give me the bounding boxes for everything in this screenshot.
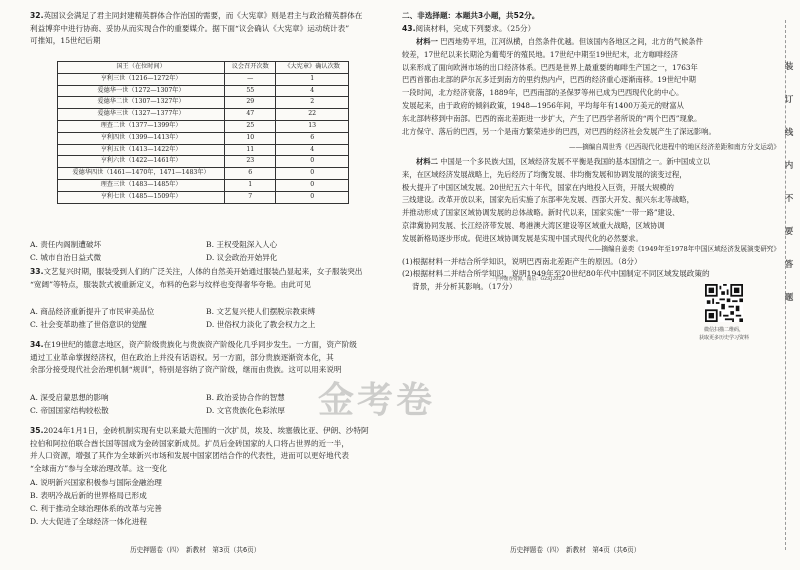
option-b[interactable]: B. 政治妥协合作的智慧	[206, 393, 285, 402]
table-header: 议会召开次数	[225, 62, 276, 74]
table-cell: 0	[276, 191, 349, 203]
qr-code-icon[interactable]	[705, 284, 743, 322]
question-35-options	[30, 477, 382, 533]
option-d[interactable]: D. 大大促进了全球经济一体化进程	[30, 517, 147, 526]
question-text-line: “全球南方”参与全球治理改革。这一变化	[30, 463, 167, 473]
question-text-line: 在19世纪的德意志地区，资产阶级贵族化与贵族资产阶级化几乎同步发生。一方面，资产阶级	[43, 340, 357, 349]
table-cell: 4	[276, 85, 349, 97]
table-cell: 4	[276, 144, 349, 156]
table-row	[58, 85, 349, 97]
table-cell: 亨利六世（1422—1461年）	[58, 156, 225, 168]
table-cell: 22	[276, 109, 349, 121]
table-cell: 7	[225, 191, 276, 203]
table-cell: 爱德华一世（1272—1307年）	[58, 85, 225, 97]
sidebar-char: 装	[784, 62, 794, 72]
material-text-line: 发展新格局逐步形成。促进区域协调发展是实现中国式现代化的必然要求。	[402, 233, 643, 243]
material-text-line: 以来形成了面向欧洲市场的出口经济体系。巴西是世界上最重要的咖啡生产国之一，1763年	[402, 62, 698, 72]
option-b[interactable]: B. 王权受阻深入人心	[206, 240, 278, 249]
sidebar-char: 要	[784, 227, 794, 237]
table-header-row	[58, 62, 349, 74]
material-text-line: 极大提升了中国区域发展。20世纪五六十年代，国家在内地投入巨资，开展大规模的	[402, 182, 674, 192]
table-row	[58, 156, 349, 168]
question-text-line: 文艺复兴时期，服装受到人们的广泛关注，人体的自然美开始通过服装凸显起来，女子服装突出	[43, 267, 363, 276]
question-32-options	[30, 239, 382, 265]
section-title: 二、非选择题：本题共3小题，共52分。	[402, 11, 540, 20]
table-cell: 2	[276, 97, 349, 109]
table-cell: 亨利四世（1399—1413年）	[58, 132, 225, 144]
table-cell: 0	[276, 156, 349, 168]
question-text-line: 拉伯和阿拉伯联合酋长国等国成为金砖国家新成员。扩员后金砖国家的人口将占世界的近一半，	[30, 438, 349, 448]
table-cell: 亨利五世（1413—1422年）	[58, 144, 225, 156]
question-43-intro	[402, 23, 778, 36]
material-text-line: 一段时间，北方经济衰落，1889年，巴西南部的圣保罗等州已成为巴西现代化的中心。	[402, 88, 684, 98]
option-a[interactable]: A. 说明新兴国家积极参与国际金融治理	[30, 478, 162, 487]
table-row	[58, 109, 349, 121]
sidebar-char: 线	[784, 128, 794, 138]
table-cell: 23	[225, 156, 276, 168]
question-number: 35.	[30, 426, 44, 435]
question-text-line: 英国议会满足了君主同封建精英群体合作治国的需要，而《大宪章》则是君主与政治精英群体在	[43, 11, 363, 20]
table-cell: 亨利三世（1216—1272年）	[58, 73, 225, 85]
option-d[interactable]: D. 世俗权力淡化了教会权力之上	[206, 320, 316, 329]
table-row	[58, 191, 349, 203]
option-d[interactable]: D. 文官贵族化色彩浓厚	[206, 406, 285, 415]
table-cell: 爱德华三世（1327—1377年）	[58, 109, 225, 121]
option-a[interactable]: A. 深受启蒙思想的影响	[30, 393, 109, 402]
table-cell: 11	[225, 144, 276, 156]
material-two-source: ——摘编自姜奕《1949年至1978年中国区域经济发展演变研究》	[588, 245, 780, 253]
table-cell: —	[225, 73, 276, 85]
question-number: 34.	[30, 340, 44, 349]
material-one-source: ——摘编自周世秀《巴西现代化进程中的地区经济差距和南方分支运动》	[569, 143, 780, 151]
page-footer: 历史押题卷（四） 新教材 第4页（共6页）	[510, 546, 641, 554]
table-cell: 0	[276, 179, 349, 191]
sidebar-char: 不	[784, 194, 794, 204]
table-cell: 6	[276, 132, 349, 144]
question-text-line: 2024年1月1日，金砖机制实现有史以来最大范围的一次扩员，埃及、埃塞俄比亚、伊朗、沙特阿	[43, 426, 369, 435]
material-text-line: 巴西地势平坦，江河纵横，自然条件优越。但该国内各地区之间，北方的气候条件	[440, 37, 703, 46]
sidebar-char: 答	[784, 260, 794, 270]
table-row	[58, 179, 349, 191]
table-cell: 1	[225, 179, 276, 191]
option-a[interactable]: A. 商品经济重新提升了市民审美品位	[30, 307, 155, 316]
table-cell: 理查三世（1483—1485年）	[58, 179, 225, 191]
parliament-charter-table	[57, 61, 349, 204]
qr-caption-line: 微信扫描二维码，	[703, 327, 744, 333]
sidebar-char: 内	[784, 161, 794, 171]
table-row	[58, 132, 349, 144]
question-text-line: “宽阔”等特点，服装款式被重新定义，布料的色彩与纹样也变得奢华夸艳。由此可见	[30, 279, 312, 289]
table-header: 国王（在位时间）	[58, 62, 225, 74]
material-text-line: 东北部转移到中南部。巴西的南北差距进一步扩大，产生了巴西学者所说的“两个巴西”现象。	[402, 113, 702, 123]
table-cell: 29	[225, 97, 276, 109]
option-c[interactable]: C. 帝国国家结构较松散	[30, 406, 109, 415]
option-c[interactable]: C. 社会变革助推了世俗意识的觉醒	[30, 320, 147, 329]
table-row	[58, 144, 349, 156]
qr-caption-line: 获取更多历史学习资料	[698, 335, 749, 341]
table-row	[58, 97, 349, 109]
question-text-line: 通过工业革命掌握经济权，但在政治上并没有话语权。另一方面，部分贵族逐渐资本化，其	[30, 352, 334, 362]
table-cell: 10	[225, 132, 276, 144]
question-number: 32.	[30, 11, 44, 20]
option-c[interactable]: C. 利于推动全球治理体系的改革与完善	[30, 504, 162, 513]
watermark: 金考卷	[318, 379, 436, 421]
table-cell: 47	[225, 109, 276, 121]
option-c[interactable]: C. 城市自治日益式微	[30, 253, 102, 262]
table-cell: 0	[276, 168, 349, 180]
question-number: 43.	[402, 24, 416, 33]
material-text-line: 京津冀协同发展、长江经济带发展、粤港澳大湾区建设等区域重大战略，区域协调	[402, 220, 665, 230]
note-text: 一手押题卷资源，微信：GZSJ2023	[490, 277, 565, 282]
table-cell: 爱德华四世（1461—1470年，1471—1483年）	[58, 168, 225, 180]
option-d[interactable]: D. 议会政治开始异化	[206, 253, 278, 262]
sidebar-char: 题	[784, 293, 794, 303]
option-b[interactable]: B. 文艺复兴使人们摆脱宗教束缚	[206, 307, 316, 316]
material-text-line: 来，在区域经济发展战略上，先后经历了均衡发展、非均衡发展和协调发展的演变过程，	[402, 169, 687, 179]
question-text-line: 利益博弈中进行协商、妥协从而实现合作的重要媒介。据下面“议会确认《大宪章》运动统计表”	[30, 23, 350, 33]
material-text-line: 北方保守、落后的巴西，另一个是南方繁荣进步的巴西，对巴西的经济社会发展产生了深远影响。	[402, 126, 716, 136]
material-text-line: 中国是一个多民族大国，区域经济发展不平衡是我国的基本国情之一。新中国成立以	[440, 157, 711, 166]
material-text-line: 三线建设。改革开放以来，国家先后实施了东部率先发展、西部大开发、振兴东北等战略，	[402, 195, 694, 205]
question-33	[30, 266, 382, 291]
binding-line-notice	[781, 60, 797, 324]
material-label: 材料二	[416, 157, 438, 166]
requirement-1: (1)根据材料一并结合所学知识，说明巴西南北差距产生的原因。（8分）	[402, 257, 642, 266]
table-cell: 1	[276, 73, 349, 85]
option-a[interactable]: A. 责任内阁制遭破坏	[30, 240, 102, 249]
material-text-line: 巴西首都由北部的萨尔瓦多迁到南方的里约热内卢，巴西的经济重心逐渐南移。19世纪中期	[402, 75, 696, 85]
table-row	[58, 168, 349, 180]
requirement-text-line: (2)根据材料二并结合所学知识，说明1949年至20世纪80年代中国制定不同区域发展政策的	[402, 269, 710, 278]
table-cell: 爱德华二世（1307—1327年）	[58, 97, 225, 109]
question-intro: 阅读材料，完成下列要求。（25分）	[415, 24, 536, 33]
option-b[interactable]: B. 表明冷战后新的世界格局已形成	[30, 491, 147, 500]
material-label: 材料一	[416, 37, 438, 46]
material-text-line: 并推动形成了国家区域协调发展的总体战略。新时代以来，国家实施“一带一路”建设、	[402, 208, 680, 218]
material-text-line: 发展起来，由于政府的倾斜政策，1948—1956年间，平均每年有1400万美元的财富从	[402, 100, 684, 110]
question-text-line: 余部分接受现代社会治理机制“规训”，特别是容纳了资产阶级，继而由贵族。这可以用来说明	[30, 365, 342, 375]
question-35	[30, 425, 382, 475]
question-33-options	[30, 306, 382, 332]
table-cell: 6	[225, 168, 276, 180]
question-text-line: 可推知，15世纪后期	[30, 36, 101, 46]
table-cell: 13	[276, 120, 349, 132]
sidebar-char: 订	[784, 95, 794, 105]
table-row	[58, 73, 349, 85]
material-two	[402, 156, 778, 246]
material-text-line: 较差，17世纪以来长期沦为葡萄牙的殖民地。17世纪中期至19世纪末，北方咖啡经济	[402, 49, 678, 59]
question-text-line: 并人口资源，增强了其作为全球新兴市场和发展中国家团结合作的代表性，进而可以更好地代表	[30, 451, 349, 461]
requirement-text-line: 背景，并分析其影响。（17分）	[412, 281, 517, 291]
table-cell: 亨利七世（1485—1509年）	[58, 191, 225, 203]
table-row	[58, 120, 349, 132]
table-cell: 55	[225, 85, 276, 97]
table-header: 《大宪章》确认次数	[276, 62, 349, 74]
qr-caption	[679, 326, 769, 342]
question-32	[30, 10, 382, 48]
table-cell: 理查二世（1377—1399年）	[58, 120, 225, 132]
material-one	[402, 36, 778, 138]
question-number: 33.	[30, 267, 44, 276]
page-footer: 历史押题卷（四） 新教材 第3页（共6页）	[130, 546, 261, 554]
table-cell: 25	[225, 120, 276, 132]
